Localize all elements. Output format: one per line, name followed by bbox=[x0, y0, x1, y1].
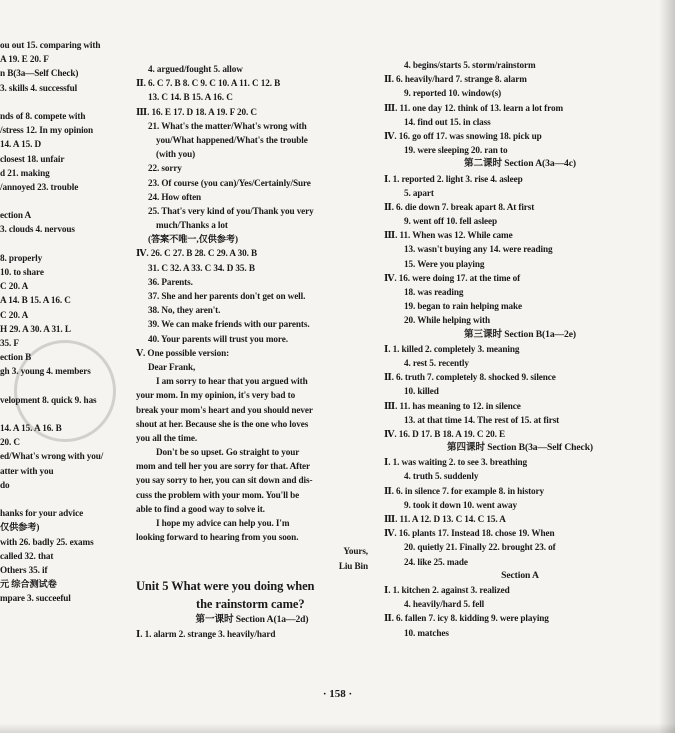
answer-line: 14. A 15. D bbox=[0, 139, 42, 150]
answer-line: /annoyed 23. trouble bbox=[0, 181, 79, 192]
lesson-heading: 第一课时 Section A(1a—2d) bbox=[195, 613, 309, 625]
answer-line: ection A bbox=[0, 210, 32, 221]
answer-line: 仅供参考) bbox=[0, 522, 40, 533]
answer-line: 19. were sleeping 20. ran to bbox=[404, 145, 508, 156]
answer-line: ection B bbox=[0, 352, 32, 363]
answer-line: (with you) bbox=[156, 149, 196, 160]
answer-line: Ⅱ. 6. truth 7. completely 8. shocked 9. silence bbox=[384, 372, 556, 383]
answer-line: 4. rest 5. recently bbox=[404, 357, 469, 368]
answer-line: Ⅱ. 6. C 7. B 8. C 9. C 10. A 11. C 12. B bbox=[136, 78, 281, 89]
answer-line: Ⅰ. 1. reported 2. light 3. rise 4. asleep bbox=[384, 173, 523, 184]
answer-line: you/What happened/What's the trouble bbox=[156, 134, 308, 145]
answer-line: 4. truth 5. suddenly bbox=[404, 471, 479, 482]
answer-line: ou out 15. comparing with bbox=[0, 40, 101, 50]
answer-line: d 21. making bbox=[0, 167, 50, 178]
answer-line: Ⅳ. 16. plants 17. Instead 18. chose 19. When bbox=[384, 528, 555, 539]
answer-line: Ⅰ. 1. alarm 2. strange 3. heavily/hard bbox=[136, 628, 276, 639]
answer-line: 元 综合测试卷 bbox=[0, 579, 57, 590]
answer-line: 37. She and her parents don't get on well. bbox=[148, 291, 306, 301]
answer-line: 13. at that time 14. The rest of 15. at first bbox=[404, 414, 560, 425]
answer-line: 10. matches bbox=[404, 627, 449, 638]
answer-line: 21. What's the matter/What's wrong with bbox=[148, 120, 307, 131]
answer-line: 40. Your parents will trust you more. bbox=[148, 333, 288, 344]
answer-line: Dear Frank, bbox=[148, 361, 196, 372]
answer-line: 13. wasn't buying any 14. were reading bbox=[404, 244, 553, 255]
answer-line: Yours, bbox=[343, 546, 368, 557]
answer-line: Ⅲ. 11. one day 12. think of 13. learn a lot from bbox=[384, 102, 563, 113]
answer-line bbox=[0, 95, 118, 109]
answer-line: 20. quietly 21. Finally 22. brought 23. of bbox=[404, 542, 556, 553]
answer-line bbox=[0, 237, 118, 251]
middle-column bbox=[136, 62, 368, 641]
answer-line: 15. Were you playing bbox=[404, 258, 485, 269]
answer-line: 3. clouds 4. nervous bbox=[0, 224, 75, 235]
answer-line bbox=[0, 194, 118, 208]
answer-line: I hope my advice can help you. I'm bbox=[156, 518, 290, 528]
answer-line: 31. C 32. A 33. C 34. D 35. B bbox=[148, 262, 255, 273]
answer-line: Ⅰ. 1. killed 2. completely 3. meaning bbox=[384, 343, 520, 354]
answer-line: Ⅱ. 6. heavily/hard 7. strange 8. alarm bbox=[384, 74, 527, 85]
answer-line: able to find a good way to solve it. bbox=[136, 503, 265, 514]
answer-line: C 20. A bbox=[0, 281, 29, 292]
page-edge-shadow bbox=[659, 0, 675, 733]
answer-line: (答案不唯一,仅供参考) bbox=[148, 234, 238, 245]
page-number: · 158 · bbox=[322, 688, 353, 700]
left-column bbox=[0, 38, 118, 606]
answer-line: Ⅳ. 16. were doing 17. at the time of bbox=[384, 272, 521, 283]
answer-line: n B(3a—Self Check) bbox=[0, 68, 79, 79]
answer-line: 19. began to rain helping make bbox=[404, 301, 522, 312]
answer-line: Ⅲ. 16. E 17. D 18. A 19. F 20. C bbox=[136, 106, 257, 117]
answer-line: 24. like 25. made bbox=[404, 556, 468, 567]
answer-line: 14. find out 15. in class bbox=[404, 116, 491, 127]
answer-line: Ⅰ. 1. kitchen 2. against 3. realized bbox=[384, 584, 510, 595]
answer-line: velopment 8. quick 9. has bbox=[0, 394, 97, 405]
answer-line: ed/What's wrong with you/ bbox=[0, 451, 104, 462]
answer-line: Ⅱ. 6. fallen 7. icy 8. kidding 9. were playing bbox=[384, 613, 549, 624]
answer-line: 3. skills 4. successful bbox=[0, 82, 78, 93]
answer-line: 14. A 15. A 16. B bbox=[0, 423, 62, 434]
answer-line: 5. apart bbox=[404, 187, 434, 198]
answer-line: nds of 8. compete with bbox=[0, 110, 86, 121]
page-bottom-shadow bbox=[0, 723, 675, 733]
answer-line: 39. We can make friends with our parents. bbox=[148, 319, 310, 330]
answer-line: shout at her. Because she is the one who loves bbox=[136, 418, 309, 429]
answer-line: 9. took it down 10. went away bbox=[404, 499, 517, 510]
answer-line: 22. sorry bbox=[148, 163, 182, 174]
answer-line: 9. went off 10. fell asleep bbox=[404, 216, 497, 227]
answer-line: Ⅲ. 11. has meaning to 12. in silence bbox=[384, 400, 521, 411]
middle-answer-lines bbox=[136, 62, 368, 573]
right-column bbox=[384, 58, 656, 640]
answer-line: mpare 3. succeeful bbox=[0, 593, 71, 604]
unit-title-line-1: Unit 5 What were you doing when bbox=[136, 578, 315, 593]
section-heading: 第三课时 Section B(1a—2e) bbox=[464, 328, 576, 340]
answer-line: I am sorry to hear that you argued with bbox=[156, 376, 308, 387]
answer-line: 24. How often bbox=[148, 191, 202, 202]
answer-line: /stress 12. In my opinion bbox=[0, 125, 94, 136]
answer-line: do bbox=[0, 479, 10, 490]
answer-line: 10. to share bbox=[0, 267, 44, 277]
answer-line: break your mom's heart and you should never bbox=[136, 404, 313, 415]
answer-line: 4. begins/starts 5. storm/rainstorm bbox=[404, 60, 536, 70]
answer-line: Ⅳ. 16. go off 17. was snowing 18. pick up bbox=[384, 130, 542, 141]
answer-line: 38. No, they aren't. bbox=[148, 305, 221, 316]
answer-line: you say sorry to her, you can sit down and dis- bbox=[136, 475, 313, 486]
answer-line: 18. was reading bbox=[404, 287, 464, 297]
answer-line: 36. Parents. bbox=[148, 276, 193, 287]
answer-line: gh 3. young 4. members bbox=[0, 366, 91, 377]
answer-line: atter with you bbox=[0, 465, 54, 476]
answer-line: looking forward to hearing from you soon. bbox=[136, 532, 299, 543]
answer-line: your mom. In my opinion, it's very bad to bbox=[136, 390, 296, 401]
section-heading: 第四课时 Section B(3a—Self Check) bbox=[446, 442, 594, 454]
answer-line: 4. argued/fought 5. allow bbox=[148, 64, 243, 74]
answer-line: Ⅳ. 16. D 17. B 18. A 19. C 20. E bbox=[384, 428, 506, 439]
answer-line: 13. C 14. B 15. A 16. C bbox=[148, 92, 233, 103]
answer-line: Ⅰ. 1. was waiting 2. to see 3. breathing bbox=[384, 457, 528, 468]
answer-line: 25. That's very kind of you/Thank you very bbox=[148, 205, 314, 216]
answer-line bbox=[0, 492, 118, 506]
answer-line: cuss the problem with your mom. You'll be bbox=[136, 489, 300, 500]
answer-line: hanks for your advice bbox=[0, 508, 84, 519]
section-heading: 第二课时 Section A(3a—4c) bbox=[464, 158, 576, 170]
answer-line: A 14. B 15. A 16. C bbox=[0, 295, 71, 306]
answer-line: closest 18. unfair bbox=[0, 153, 65, 164]
answer-line: 23. Of course (you can)/Yes/Certainly/Sure bbox=[148, 177, 311, 188]
answer-line: 9. reported 10. window(s) bbox=[404, 88, 502, 99]
answer-line: Ⅴ. One possible version: bbox=[136, 347, 230, 358]
answer-line: Ⅱ. 6. in silence 7. for example 8. in history bbox=[384, 485, 545, 496]
answer-line: Ⅲ. 11. A 12. D 13. C 14. C 15. A bbox=[384, 514, 506, 524]
answer-line: H 29. A 30. A 31. L bbox=[0, 323, 71, 334]
answer-line: 10. killed bbox=[404, 386, 439, 397]
answer-line: 20. C bbox=[0, 437, 20, 448]
answer-line: Don't be so upset. Go straight to your bbox=[156, 447, 300, 458]
answer-line: called 32. that bbox=[0, 550, 54, 561]
unit-title-line-2: the rainstorm came? bbox=[196, 596, 305, 611]
answer-line: mom and tell her you are sorry for that. After bbox=[136, 461, 311, 472]
answer-line: Ⅲ. 11. When was 12. While came bbox=[384, 230, 513, 241]
answer-line: 20. While helping with bbox=[404, 315, 490, 326]
answer-line: Others 35. if bbox=[0, 564, 48, 575]
answer-line: you all the time. bbox=[136, 432, 198, 443]
section-heading: Section A bbox=[501, 569, 539, 581]
answer-line: Ⅱ. 6. die down 7. break apart 8. At first bbox=[384, 201, 535, 212]
answer-line: 4. heavily/hard 5. fell bbox=[404, 599, 485, 610]
answer-line: much/Thanks a lot bbox=[156, 220, 228, 231]
answer-line: Liu Bin bbox=[338, 560, 368, 571]
answer-line: C 20. A bbox=[0, 309, 29, 320]
answer-line: Ⅳ. 26. C 27. B 28. C 29. A 30. B bbox=[136, 248, 258, 259]
answer-line: 35. F bbox=[0, 337, 19, 348]
answer-line: with 26. badly 25. exams bbox=[0, 536, 94, 547]
answer-line: A 19. E 20. F bbox=[0, 54, 49, 65]
answer-line: 8. properly bbox=[0, 252, 43, 263]
